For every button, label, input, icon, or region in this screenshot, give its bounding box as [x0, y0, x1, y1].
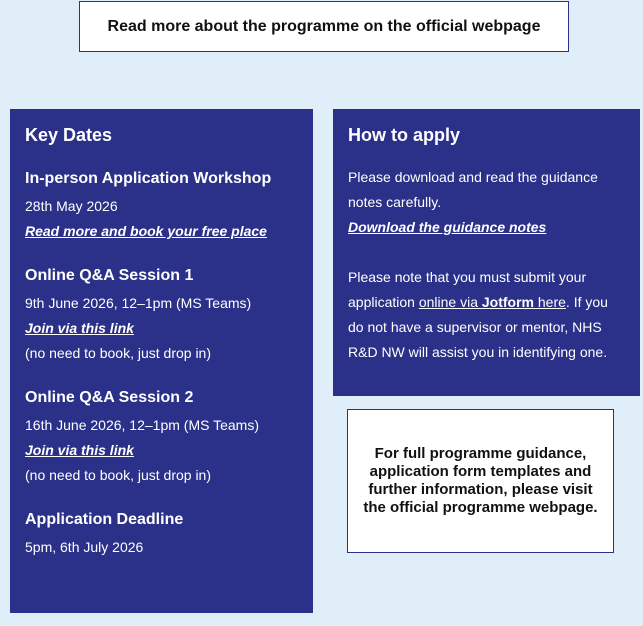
event-date: 5pm, 6th July 2026 — [25, 539, 144, 555]
here-text: here — [534, 294, 566, 310]
programme-info-box — [347, 409, 614, 553]
event-deadline — [25, 509, 298, 560]
event-title: Application Deadline — [25, 511, 184, 528]
event-note: (no need to book, just drop in) — [25, 467, 212, 483]
official-webpage-banner-button[interactable] — [79, 1, 569, 52]
info-box-text: For full programme guidance, application form templates and further information, please visit the official programme webpage. — [363, 445, 598, 516]
event-note: (no need to book, just drop in) — [25, 345, 212, 361]
event-qa-session-1 — [25, 265, 298, 366]
event-title: Online Q&A Session 1 — [25, 267, 194, 284]
submit-instructions — [348, 265, 625, 365]
event-date: 28th May 2026 — [25, 198, 118, 214]
book-place-link[interactable]: Read more and book your free place — [25, 223, 267, 239]
how-to-apply-panel — [333, 109, 640, 396]
key-dates-panel — [10, 109, 313, 613]
key-dates-title: Key Dates — [25, 125, 113, 145]
jotform-link[interactable] — [419, 294, 566, 310]
guidance-text: Please download and read the guidance notes carefully. — [348, 169, 598, 210]
download-guidance-link[interactable]: Download the guidance notes — [348, 219, 547, 235]
online-via-text: online via — [418, 294, 482, 310]
event-date: 16th June 2026, 12–1pm (MS Teams) — [25, 417, 259, 433]
event-qa-session-2 — [25, 387, 298, 488]
join-session-1-link[interactable]: Join via this link — [25, 320, 134, 336]
event-date: 9th June 2026, 12–1pm (MS Teams) — [25, 295, 252, 311]
how-to-apply-title: How to apply — [348, 125, 460, 145]
submit-suffix: . If you do not have a supervisor or mentor, NHS R&D NW will assist you in identifying one. — [348, 294, 608, 360]
banner-text: Read more about the programme on the official webpage — [107, 17, 541, 35]
event-title: Online Q&A Session 2 — [25, 389, 194, 406]
event-workshop — [25, 168, 298, 244]
submit-prefix: Please note that you must submit your application — [348, 269, 587, 310]
join-session-2-link[interactable]: Join via this link — [25, 442, 134, 458]
jotform-text: Jotform — [481, 294, 534, 310]
event-title: In-person Application Workshop — [25, 170, 272, 187]
